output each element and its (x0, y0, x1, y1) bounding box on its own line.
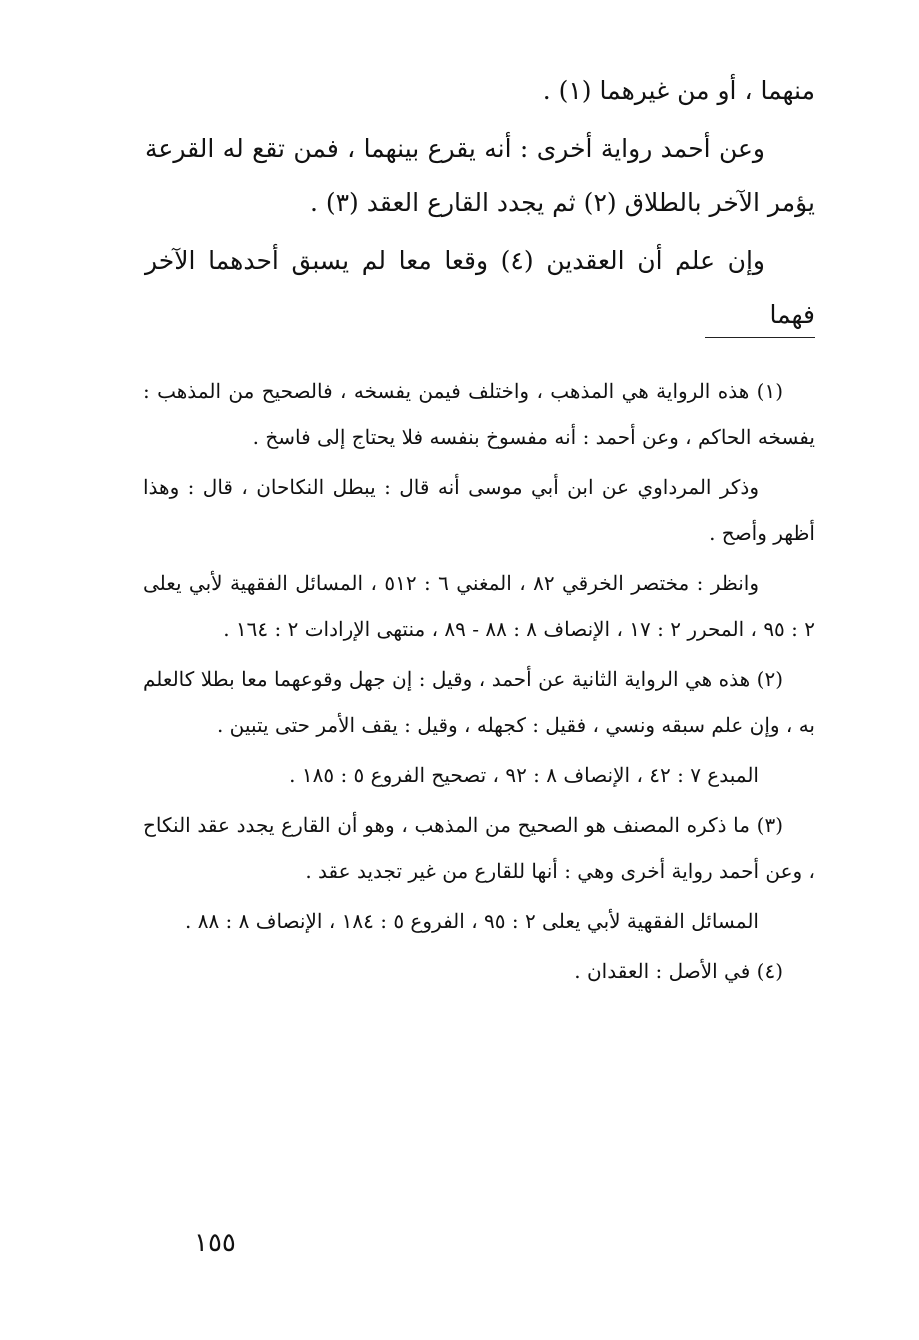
footnote-1: (١) هذه الرواية هي المذهب ، واختلف فيمن يفسخه ، فالصحيح من المذهب : يفسخه الحاكم ، وعن أحمد : أنه مفسوخ بنفسه فلا يحتاج إلى فاسخ . (143, 379, 815, 449)
footnote-2: (٢) هذه هي الرواية الثانية عن أحمد ، وقيل : إن جهل وقوعهما معا بطلا كالعلم به ، وإن علم سبقه ونسي ، فقيل : كجهله ، وقيل : يقف الأمر حتى يتبين . (143, 667, 815, 737)
main-paragraph-3: وإن علم أن العقدين (٤) وقعا معا لم يسبق أحدهما الآخر فهما (145, 246, 815, 329)
footnote-separator (705, 337, 815, 338)
footnote-2-references: المبدع ٧ : ٤٢ ، الإنصاف ٨ : ٩٢ ، تصحيح الفروع ٥ : ١٨٥ . (289, 763, 759, 787)
footnotes (143, 368, 815, 998)
footnote-3: (٣) ما ذكره المصنف هو الصحيح من المذهب ، وهو أن القارع يجدد عقد النكاح ، وعن أحمد رواية أخرى وهي : أنها للقارع من غير تجديد عقد . (143, 813, 815, 883)
main-text (145, 64, 815, 346)
main-paragraph-1: منهما ، أو من غيرهما (١) . (542, 76, 815, 105)
main-paragraph-2: وعن أحمد رواية أخرى : أنه يقرع بينهما ، فمن تقع له القرعة يؤمر الآخر بالطلاق (٢) ثم يجدد القارع العقد (٣) . (145, 134, 815, 217)
footnote-1-note: وذكر المرداوي عن ابن أبي موسى أنه قال : يبطل النكاحان ، قال : وهذا أظهر وأصح . (143, 475, 815, 545)
footnote-1-references: وانظر : مختصر الخرقي ٨٢ ، المغني ٦ : ٥١٢ ، المسائل الفقهية لأبي يعلى ٢ : ٩٥ ، المحرر ٢ : ١٧ ، الإنصاف ٨ : ٨٨ - ٨٩ ، منتهى الإرادات ٢ : ١٦٤ . (143, 571, 815, 641)
footnote-4: (٤) في الأصل : العقدان . (574, 959, 783, 983)
footnote-3-references: المسائل الفقهية لأبي يعلى ٢ : ٩٥ ، الفروع ٥ : ١٨٤ ، الإنصاف ٨ : ٨٨ . (185, 909, 759, 933)
page-number: ١٥٥ (194, 1228, 236, 1258)
